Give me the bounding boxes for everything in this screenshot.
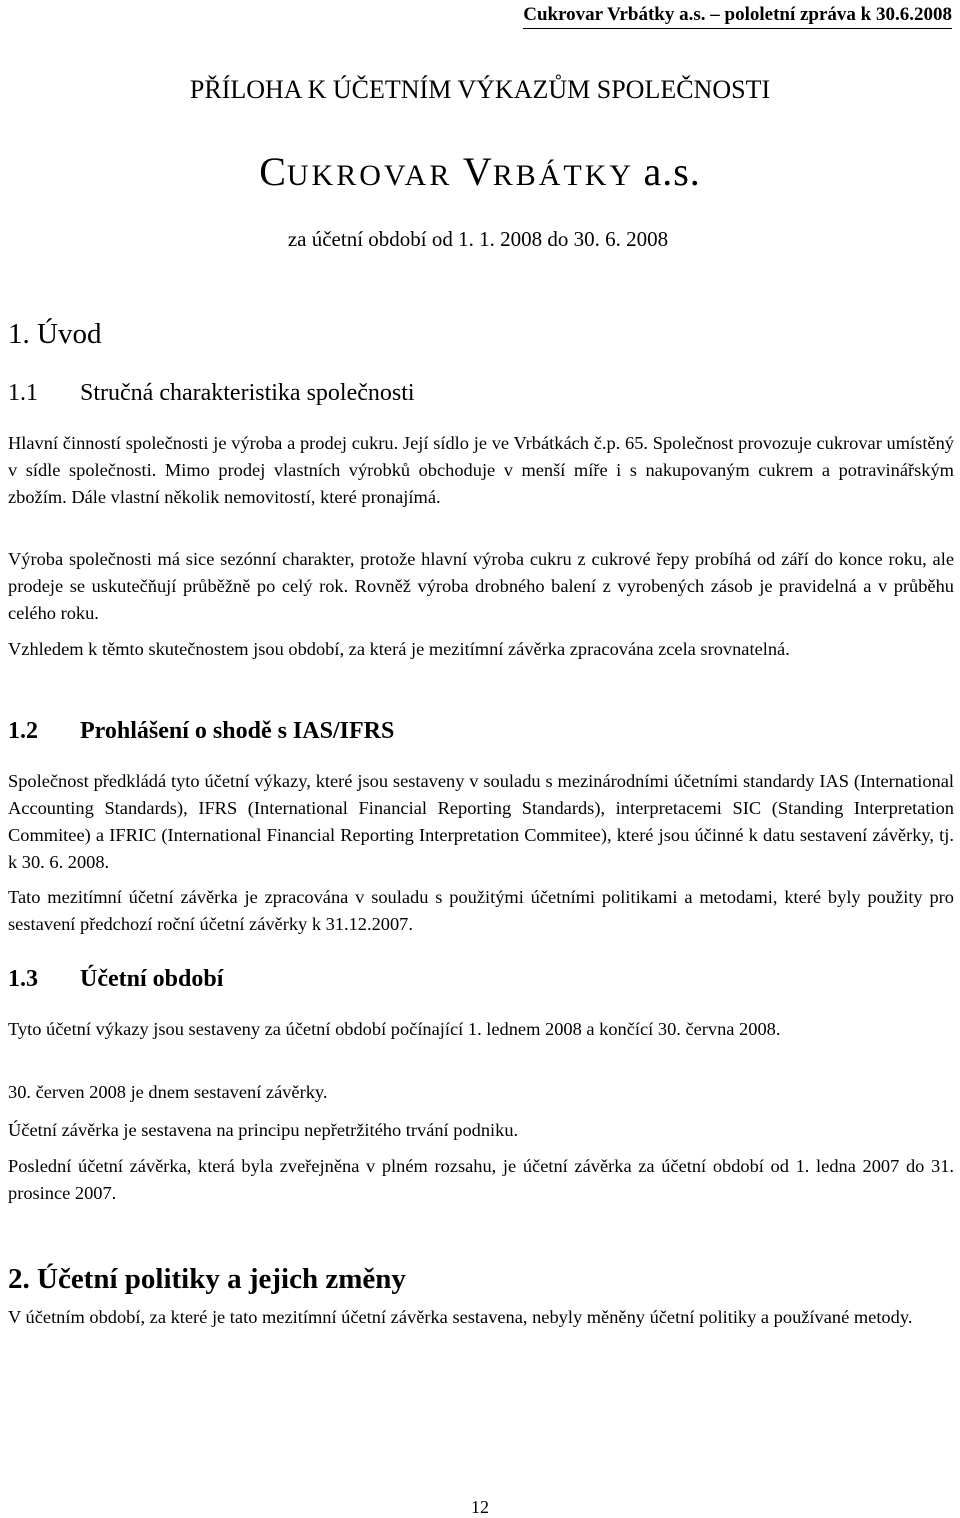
paragraph: Tato mezitímní účetní závěrka je zpracována v souladu s použitými účetními politikami a metodami, které byly použity pro sestavení předchozí roční účetní závěrky k 31.12.2007.: [8, 887, 954, 934]
reporting-period-text: za účetní období od 1. 1. 2008 do 30. 6. 2008: [287, 227, 669, 251]
section-number: 1.: [8, 318, 30, 350]
running-header: Cukrovar Vrbátky a.s. – pololetní zpráva k 30.6.2008: [523, 4, 952, 29]
section-title: Účetní politiky a jejich změny: [37, 1263, 406, 1295]
section-heading-2: [8, 1261, 406, 1297]
company-name-initial-c: C: [259, 149, 287, 194]
paragraph: Společnost předkládá tyto účetní výkazy, které jsou sestaveny v souladu s mezinárodními účetními standardy IAS (International Accounting Standards), IFRS (International Financial Reporting Standards), interpretacemi SIC (Standing Interpretation Commitee) a IFRIC (International Financial Reporting Interpretation Commitee), které jsou účinné k datu sestavení závěrky, tj. k 30. 6. 2008.: [8, 771, 954, 872]
paragraph: Vzhledem k těmto skutečnostem jsou období, za která je mezitímní závěrka zpracována zcela srovnatelná.: [8, 639, 790, 659]
section-number: 1.3: [8, 966, 38, 992]
company-name: [0, 148, 960, 200]
section-number: 2.: [8, 1263, 30, 1295]
page-number: 12: [471, 1497, 489, 1517]
company-name-part-rbatky: RBÁTKY: [492, 159, 644, 192]
paragraph: V účetním období, za které je tato mezitímní účetní závěrka sestavena, nebyly měněny účetní politiky a používané metody.: [8, 1307, 913, 1327]
company-name-legal-form: a.s.: [643, 149, 701, 194]
paragraph: Výroba společnosti má sice sezónní charakter, protože hlavní výroba cukru z cukrové řepy probíhá od září do konce roku, ale prodeje se uskutečňují průběžně po celý rok. Rovněž výroba drobného balení z vyrobených zásob je pravidelná a v průběhu celého roku.: [8, 549, 954, 623]
paragraph: 30. červen 2008 je dnem sestavení závěrky.: [8, 1082, 328, 1102]
section-title: Úvod: [37, 318, 102, 350]
section-number: 1.1: [8, 380, 38, 406]
company-name-part-ukrovar: UKROVAR: [286, 159, 463, 192]
paragraph: Účetní závěrka je sestavena na principu nepřetržitého trvání podniku.: [8, 1120, 519, 1140]
section-heading-1-1: [8, 378, 415, 408]
section-title: Stručná charakteristika společnosti: [80, 380, 415, 406]
section-heading-1: [8, 316, 101, 352]
section-number: 1.2: [8, 718, 38, 744]
paragraph: Tyto účetní výkazy jsou sestaveny za účetní období počínající 1. lednem 2008 a končící 30. června 2008.: [8, 1019, 781, 1039]
company-name-initial-v: V: [462, 149, 493, 194]
paragraph: Poslední účetní závěrka, která byla zveřejněna v plném rozsahu, je účetní závěrka za účetní období od 1. ledna 2007 do 31. prosince 2007.: [8, 1156, 954, 1203]
section-title: Prohlášení o shodě s IAS/IFRS: [80, 718, 395, 744]
annex-title: PŘÍLOHA K ÚČETNÍM VÝKAZŮM SPOLEČNOSTI: [189, 75, 771, 104]
section-heading-1-3: [8, 964, 223, 994]
paragraph: Hlavní činností společnosti je výroba a prodej cukru. Její sídlo je ve Vrbátkách č.p. 65. Společnost provozuje cukrovar umístěný v sídle společnosti. Mimo prodej vlastních výrobků obchoduje v menší míře i s nakupovaným cukrem a potravinářským zbožím. Dále vlastní několik nemovitostí, které pronajímá.: [8, 433, 954, 507]
reporting-period: [0, 226, 960, 252]
section-heading-1-2: [8, 716, 394, 746]
section-title: Účetní období: [80, 966, 224, 992]
